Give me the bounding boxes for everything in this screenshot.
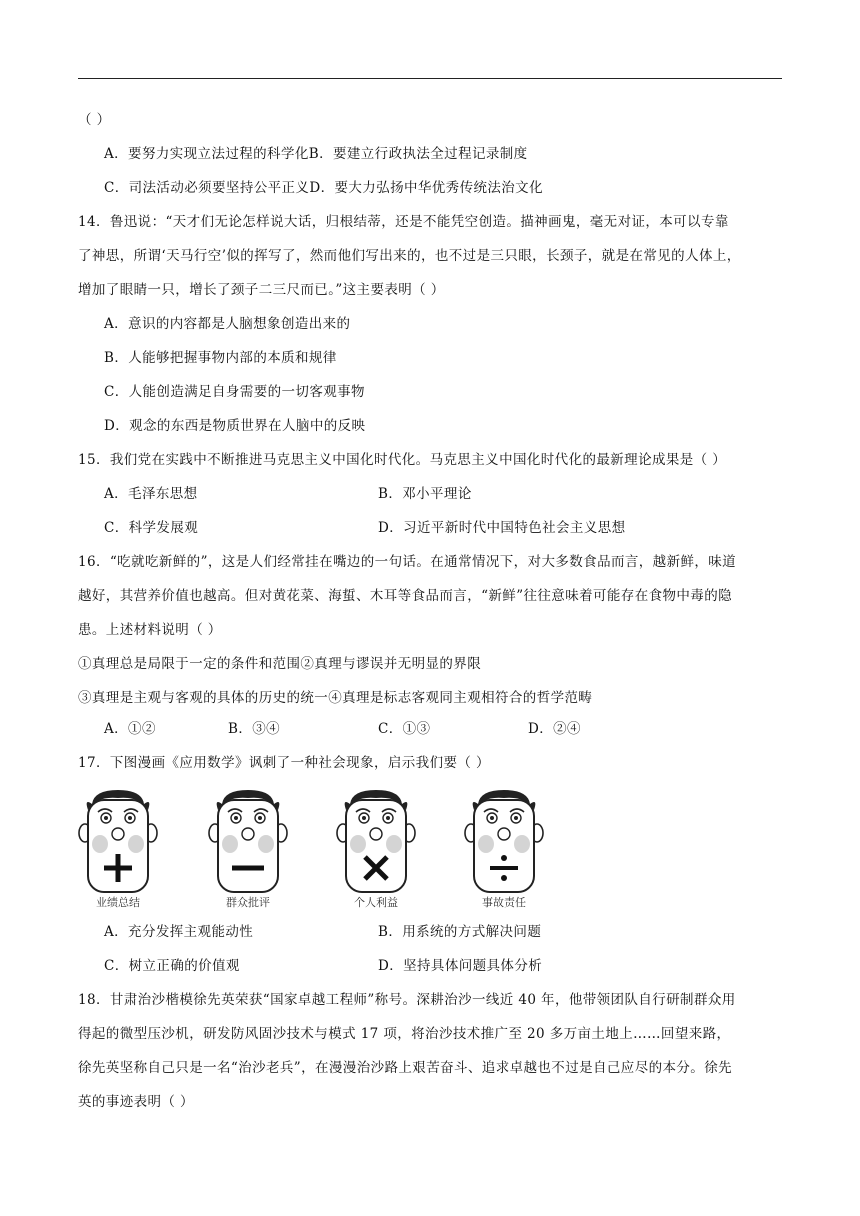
face-caption-minus: 群众批评: [226, 896, 270, 909]
face-plus-drawing: [78, 788, 158, 894]
cartoon-applied-math: [78, 788, 578, 914]
q15-option-row2: [104, 518, 782, 538]
q16-option-row: [104, 719, 782, 739]
face-divide-drawing: [464, 788, 544, 894]
q13-option-a: A．要努力实现立法过程的科学化: [104, 146, 309, 162]
q16-stem-line2: 越好，其营养价值也越高。但对黄花菜、海蜇、木耳等食品而言，“新鲜”往往意味着可能存在食物中毒的隐: [78, 588, 733, 604]
q15-option-b: B．邓小平理论: [378, 486, 472, 502]
q13-option-b: B．要建立行政执法全过程记录制度: [308, 146, 528, 162]
q18-stem-line2: 得起的微型压沙机，研发防风固沙技术与模式 17 项，将治沙技术推广至 20 多万亩土地上……回望来路，: [78, 1026, 731, 1042]
cartoon-face-times: [336, 788, 416, 914]
q16-stem-line3: 患。上述材料说明（ ）: [78, 622, 222, 638]
q16-statements-1-2: ①真理总是局限于一定的条件和范围②真理与谬误并无明显的界限: [78, 656, 482, 672]
cartoon-face-divide: [464, 788, 544, 914]
q13-option-d: D．要大力弘扬中华优秀传统法治文化: [309, 180, 543, 196]
cartoon-face-plus: [78, 788, 158, 914]
q18-stem-line1: 18．甘肃治沙楷模徐先英荣获“国家卓越工程师”称号。深耕治沙一线近 40 年，他带领团队自行研制群众用: [78, 992, 736, 1008]
q13-answer-paren: （ ）: [78, 112, 111, 128]
q16-option-c: C．①③: [378, 721, 431, 737]
q17-stem: 17．下图漫画《应用数学》讽刺了一种社会现象，启示我们要（ ）: [78, 755, 490, 771]
q17-option-row1: [104, 922, 782, 942]
q14-option-c: C．人能创造满足自身需要的一切客观事物: [104, 384, 365, 400]
q14-stem-line1: 14．鲁迅说：“天才们无论怎样说大话，归根结蒂，还是不能凭空创造。描神画鬼，毫无对证，本可以专靠: [78, 214, 729, 230]
q14-option-d: D．观念的东西是物质世界在人脑中的反映: [104, 418, 366, 434]
q14-option-a: A．意识的内容都是人脑想象创造出来的: [104, 316, 351, 332]
cartoon-face-minus: [208, 788, 288, 914]
q16-stem-line1: 16．“吃就吃新鲜的”，这是人们经常挂在嘴边的一句话。在通常情况下，对大多数食品而言，越新鲜，味道: [78, 554, 737, 570]
q13-option-ab: [104, 144, 528, 164]
header-rule: [78, 78, 782, 79]
q14-stem-line2: 了神思，所谓‘天马行空’似的挥写了，然而他们写出来的，也不过是三只眼，长颈子，就是在常见的人体上，: [78, 248, 741, 264]
face-caption-times: 个人利益: [354, 896, 398, 909]
q15-option-row1: [104, 484, 782, 504]
face-minus-drawing: [208, 788, 288, 894]
face-caption-divide: 事故责任: [482, 896, 526, 909]
q13-option-cd: [104, 178, 543, 198]
q17-option-c: C．树立正确的价值观: [104, 958, 240, 974]
face-times-drawing: [336, 788, 416, 894]
q15-option-c: C．科学发展观: [104, 520, 199, 536]
q15-option-d: D．习近平新时代中国特色社会主义思想: [378, 520, 626, 536]
q16-option-b: B．③④: [228, 721, 281, 737]
q14-stem-line3: 增加了眼睛一只，增长了颈子二三尺而已。”这主要表明（ ）: [78, 282, 445, 298]
q15-stem: 15．我们党在实践中不断推进马克思主义中国化时代化。马克思主义中国化时代化的最新理论成果是（ ）: [78, 452, 727, 468]
q16-statements-3-4: ③真理是主观与客观的具体的历史的统一④真理是标志客观同主观相符合的哲学范畴: [78, 690, 593, 706]
q16-option-d: D．②④: [528, 721, 581, 737]
face-caption-plus: 业绩总结: [96, 896, 140, 909]
q17-option-a: A．充分发挥主观能动性: [104, 924, 254, 940]
q17-option-b: B．用系统的方式解决问题: [378, 924, 542, 940]
q16-option-a: A．①②: [104, 721, 156, 737]
q17-option-row2: [104, 956, 782, 976]
q13-option-c: C．司法活动必须要坚持公平正义: [104, 180, 310, 196]
q17-option-d: D．坚持具体问题具体分析: [378, 958, 543, 974]
q14-option-b: B．人能够把握事物内部的本质和规律: [104, 350, 337, 366]
q18-stem-line3: 徐先英坚称自己只是一名“治沙老兵”，在漫漫治沙路上艰苦奋斗、追求卓越也不过是自己应尽的本分。徐先: [78, 1060, 733, 1076]
q15-option-a: A．毛泽东思想: [104, 486, 198, 502]
q18-stem-line4: 英的事迹表明（ ）: [78, 1094, 194, 1110]
